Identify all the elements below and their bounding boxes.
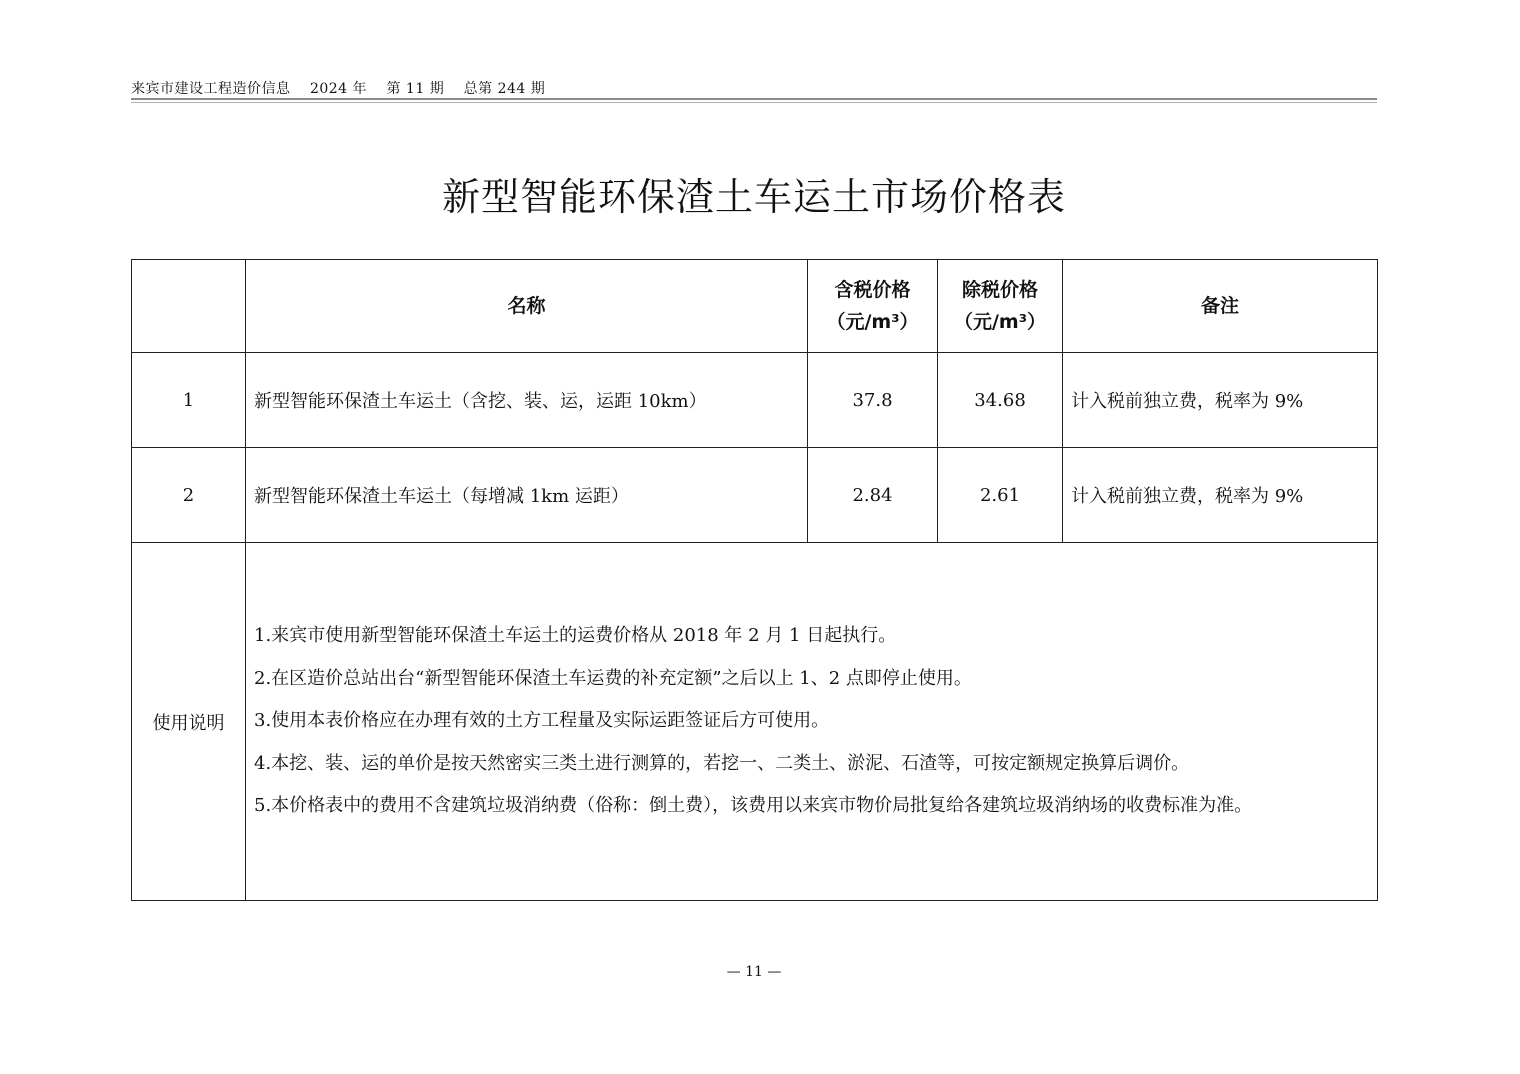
row-name: 新型智能环保渣土车运土（含挖、装、运，运距 10km）	[246, 353, 808, 448]
notes-cell	[246, 543, 1378, 901]
header-price-excl-tax-line1: 除税价格	[961, 279, 1038, 301]
table-row	[132, 448, 1378, 543]
header-name: 名称	[246, 260, 808, 353]
header-price-incl-tax-line1: 含税价格	[834, 279, 911, 301]
note-item-5: 5.本价格表中的费用不含建筑垃圾消纳费（俗称：倒土费），该费用以来宾市物价局批复给各建筑垃圾消纳场的收费标准为准。	[254, 795, 1253, 817]
header-index	[132, 260, 246, 353]
row-price-excl-tax: 34.68	[938, 353, 1063, 448]
note-item-3: 3.使用本表价格应在办理有效的土方工程量及实际运距签证后方可使用。	[254, 710, 830, 732]
page-number: — 11 —	[726, 964, 782, 980]
row-index: 1	[132, 353, 246, 448]
table-header-row	[132, 260, 1378, 353]
header-price-excl-tax-line2: （元/m³）	[953, 311, 1047, 333]
running-header: 来宾市建设工程造价信息 2024 年 第 11 期 总第 244 期	[131, 81, 546, 97]
header-price-excl-tax	[938, 260, 1063, 353]
row-price-incl-tax: 37.8	[808, 353, 938, 448]
header-rule	[131, 98, 1377, 100]
note-item-2: 2.在区造价总站出台“新型智能环保渣土车运费的补充定额”之后以上 1、2 点即停止使用。	[254, 667, 972, 689]
row-remark: 计入税前独立费，税率为 9%	[1063, 353, 1378, 448]
header-remark: 备注	[1063, 260, 1378, 353]
header-rule-thin	[131, 102, 1377, 103]
page-title: 新型智能环保渣土车运土市场价格表	[441, 175, 1066, 219]
header-price-incl-tax-line2: （元/m³）	[826, 311, 919, 333]
row-name: 新型智能环保渣土车运土（每增减 1km 运距）	[246, 448, 808, 543]
row-remark: 计入税前独立费，税率为 9%	[1063, 448, 1378, 543]
row-price-excl-tax: 2.61	[938, 448, 1063, 543]
notes-label: 使用说明	[132, 543, 246, 901]
row-price-incl-tax: 2.84	[808, 448, 938, 543]
note-item-1: 1.来宾市使用新型智能环保渣土车运土的运费价格从 2018 年 2 月 1 日起执行。	[254, 625, 897, 647]
notes-row	[132, 543, 1378, 901]
table-row	[132, 353, 1378, 448]
note-item-4: 4.本挖、装、运的单价是按天然密实三类土进行测算的，若挖一、二类土、淤泥、石渣等，可按定额规定换算后调价。	[254, 752, 1190, 774]
header-price-incl-tax	[808, 260, 938, 353]
row-index: 2	[132, 448, 246, 543]
price-table	[131, 259, 1378, 901]
